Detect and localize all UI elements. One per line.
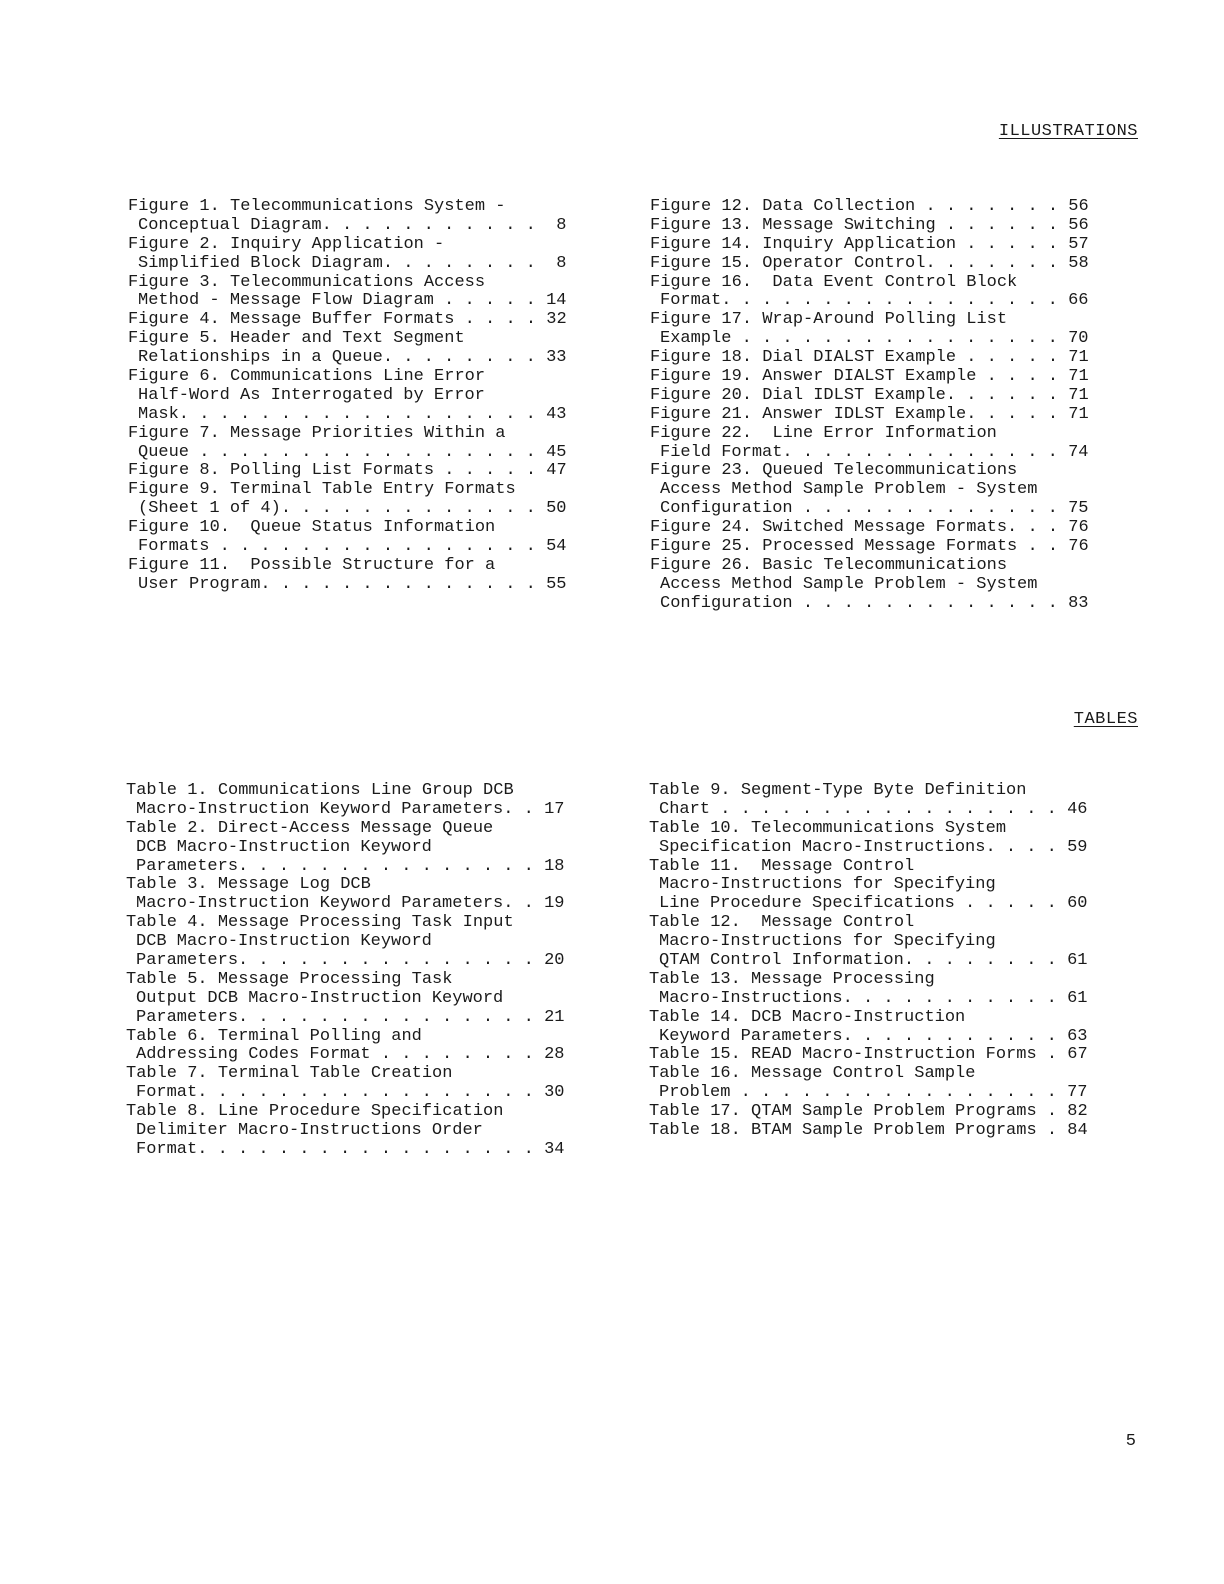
toc-entry-line: Simplified Block Diagram. . . . . . . . 8	[138, 254, 567, 273]
toc-entry	[126, 820, 616, 877]
toc-entry-line: Figure 21. Answer IDLST Example. . . . . 71	[650, 405, 1089, 424]
toc-entry-line: Table 8. Line Procedure Specification	[126, 1103, 504, 1122]
toc-entry-line: Field Format. . . . . . . . . . . . . . 74	[660, 443, 1089, 462]
toc-entry	[128, 198, 618, 236]
toc-entry-line: Relationships in a Queue. . . . . . . . 33	[138, 349, 567, 368]
toc-entry	[649, 1065, 1139, 1103]
toc-entry-line: Figure 20. Dial IDLST Example. . . . . . 71	[650, 386, 1089, 405]
toc-entry	[126, 876, 616, 914]
toc-entry	[128, 425, 618, 463]
toc-entry-line: Figure 4. Message Buffer Formats . . . . 32	[128, 311, 567, 330]
toc-entry	[649, 1103, 1139, 1122]
toc-entry	[126, 782, 616, 820]
toc-entry-line: Figure 26. Basic Telecommunications	[650, 556, 1008, 575]
toc-entry-line: Figure 11. Possible Structure for a	[128, 556, 496, 575]
toc-entry-line: Figure 15. Operator Control. . . . . . . 58	[650, 254, 1089, 273]
toc-entry-line: DCB Macro-Instruction Keyword	[136, 933, 432, 952]
toc-entry-line: Figure 17. Wrap-Around Polling List	[650, 311, 1008, 330]
toc-entry-line: Specification Macro-Instructions. . . . 59	[659, 838, 1088, 857]
toc-entry-line: Table 3. Message Log DCB	[126, 876, 371, 895]
toc-entry-line: Table 15. READ Macro-Instruction Forms . 67	[649, 1046, 1088, 1065]
toc-entry-line: Table 12. Message Control	[649, 914, 915, 933]
toc-entry	[128, 330, 618, 368]
toc-entry-line: Parameters. . . . . . . . . . . . . . . 21	[136, 1008, 565, 1027]
toc-entry-line: Figure 3. Telecommunications Access	[128, 273, 486, 292]
toc-entry-line: Table 14. DCB Macro-Instruction	[649, 1008, 966, 1027]
toc-entry	[650, 538, 1140, 557]
toc-entry	[649, 1009, 1139, 1047]
toc-entry-line: Problem . . . . . . . . . . . . . . . . 77	[659, 1084, 1088, 1103]
tables-heading: TABLES	[1073, 710, 1138, 729]
toc-entry-line: Table 18. BTAM Sample Problem Programs . 84	[649, 1122, 1088, 1141]
toc-entry-line: Access Method Sample Problem - System	[660, 481, 1038, 500]
toc-entry-line: Figure 13. Message Switching . . . . . . 56	[650, 216, 1089, 235]
toc-entry-line: Figure 5. Header and Text Segment	[128, 330, 465, 349]
toc-entry	[649, 820, 1139, 858]
toc-entry	[650, 387, 1140, 406]
toc-entry	[126, 1103, 616, 1160]
toc-entry-line: User Program. . . . . . . . . . . . . . 55	[138, 575, 567, 594]
toc-entry	[649, 914, 1139, 971]
toc-entry-line: Table 5. Message Processing Task	[126, 970, 453, 989]
toc-entry	[650, 255, 1140, 274]
toc-entry-line: Macro-Instruction Keyword Parameters. . 17	[136, 800, 565, 819]
toc-entry-line: Parameters. . . . . . . . . . . . . . . 20	[136, 952, 565, 971]
toc-entry-line: Figure 18. Dial DIALST Example . . . . . 71	[650, 349, 1089, 368]
toc-entry-line: Table 9. Segment-Type Byte Definition	[649, 782, 1027, 800]
toc-entry-line: Macro-Instructions for Specifying	[659, 933, 996, 952]
toc-entry-line: Configuration . . . . . . . . . . . . . 75	[660, 500, 1089, 519]
toc-entry-line: Figure 9. Terminal Table Entry Formats	[128, 481, 516, 500]
toc-entry-line: Figure 14. Inquiry Application . . . . . 57	[650, 235, 1089, 254]
toc-entry-line: Delimiter Macro-Instructions Order	[136, 1122, 483, 1141]
toc-entry-line: Chart . . . . . . . . . . . . . . . . . 46	[659, 800, 1088, 819]
toc-entry	[649, 858, 1139, 915]
toc-entry-line: QTAM Control Information. . . . . . . . 61	[659, 952, 1088, 971]
toc-entry	[650, 349, 1140, 368]
toc-entry-line: Table 11. Message Control	[649, 857, 915, 876]
toc-entry-line: Table 6. Terminal Polling and	[126, 1027, 422, 1046]
illustrations-left-column	[128, 198, 618, 595]
toc-entry	[128, 368, 618, 425]
toc-entry-line: Figure 8. Polling List Formats . . . . . 47	[128, 462, 567, 481]
toc-entry-line: Figure 6. Communications Line Error	[128, 368, 486, 387]
toc-entry-line: Figure 25. Processed Message Formats . . 76	[650, 538, 1089, 557]
toc-entry	[650, 406, 1140, 425]
toc-entry-line: Macro-Instructions for Specifying	[659, 876, 996, 895]
toc-entry-line: DCB Macro-Instruction Keyword	[136, 838, 432, 857]
toc-entry	[650, 462, 1140, 519]
toc-entry	[650, 198, 1140, 217]
toc-entry	[650, 425, 1140, 463]
toc-entry-line: Table 13. Message Processing	[649, 970, 935, 989]
toc-entry	[126, 1028, 616, 1066]
toc-entry	[649, 1122, 1139, 1141]
toc-entry	[650, 557, 1140, 614]
toc-entry	[128, 236, 618, 274]
toc-entry-line: Mask. . . . . . . . . . . . . . . . . . 43	[138, 405, 567, 424]
toc-entry-line: (Sheet 1 of 4). . . . . . . . . . . . . 50	[138, 500, 567, 519]
toc-entry-line: Table 4. Message Processing Task Input	[126, 914, 514, 933]
toc-entry-line: Method - Message Flow Diagram . . . . . 14	[138, 292, 567, 311]
toc-entry	[128, 274, 618, 312]
toc-entry-line: Table 17. QTAM Sample Problem Programs . 82	[649, 1103, 1088, 1122]
toc-entry	[128, 311, 618, 330]
toc-entry	[649, 1046, 1139, 1065]
toc-entry-line: Table 10. Telecommunications System	[649, 819, 1007, 838]
toc-entry-line: Format. . . . . . . . . . . . . . . . . 30	[136, 1084, 565, 1103]
toc-entry-line: Addressing Codes Format . . . . . . . . 28	[136, 1046, 565, 1065]
toc-entry-line: Queue . . . . . . . . . . . . . . . . . 45	[138, 443, 567, 462]
toc-entry	[128, 481, 618, 519]
toc-entry-line: Figure 10. Queue Status Information	[128, 519, 496, 538]
toc-entry	[650, 368, 1140, 387]
page-number: 5	[1125, 1432, 1136, 1451]
toc-entry-line: Table 2. Direct-Access Message Queue	[126, 819, 494, 838]
toc-entry	[128, 557, 618, 595]
toc-entry-line: Macro-Instruction Keyword Parameters. . 19	[136, 895, 565, 914]
illustrations-right-column	[650, 198, 1140, 614]
toc-entry	[649, 782, 1139, 820]
toc-entry	[649, 971, 1139, 1009]
toc-entry-line: Format. . . . . . . . . . . . . . . . . 66	[660, 292, 1089, 311]
toc-entry-line: Figure 2. Inquiry Application -	[128, 235, 445, 254]
illustrations-heading: ILLUSTRATIONS	[998, 122, 1138, 141]
toc-entry-line: Conceptual Diagram. . . . . . . . . . . 8	[138, 216, 567, 235]
toc-entry-line: Output DCB Macro-Instruction Keyword	[136, 989, 504, 1008]
toc-entry	[126, 1065, 616, 1103]
tables-left-column	[126, 782, 616, 1160]
toc-entry-line: Figure 16. Data Event Control Block	[650, 273, 1018, 292]
toc-entry-line: Half-Word As Interrogated by Error	[138, 386, 485, 405]
toc-entry-line: Figure 24. Switched Message Formats. . . 76	[650, 519, 1089, 538]
toc-entry-line: Table 7. Terminal Table Creation	[126, 1065, 453, 1084]
toc-entry-line: Table 16. Message Control Sample	[649, 1065, 976, 1084]
tables-right-column	[649, 782, 1139, 1141]
toc-entry-line: Example . . . . . . . . . . . . . . . . 70	[660, 330, 1089, 349]
toc-entry-line: Figure 23. Queued Telecommunications	[650, 462, 1018, 481]
toc-entry-line: Table 1. Communications Line Group DCB	[126, 782, 514, 800]
toc-entry	[650, 311, 1140, 349]
toc-entry	[650, 217, 1140, 236]
toc-entry-line: Formats . . . . . . . . . . . . . . . . 54	[138, 538, 567, 557]
toc-entry	[650, 274, 1140, 312]
toc-entry-line: Format. . . . . . . . . . . . . . . . . 34	[136, 1140, 565, 1159]
toc-entry-line: Figure 7. Message Priorities Within a	[128, 424, 506, 443]
toc-entry-line: Configuration . . . . . . . . . . . . . 83	[660, 594, 1089, 613]
toc-entry-line: Figure 1. Telecommunications System -	[128, 198, 506, 216]
toc-entry-line: Figure 22. Line Error Information	[650, 424, 997, 443]
toc-entry	[126, 971, 616, 1028]
toc-entry	[126, 914, 616, 971]
toc-entry-line: Parameters. . . . . . . . . . . . . . . 18	[136, 857, 565, 876]
toc-entry	[650, 519, 1140, 538]
toc-entry-line: Line Procedure Specifications . . . . . 60	[659, 895, 1088, 914]
toc-entry	[128, 519, 618, 557]
toc-entry-line: Figure 12. Data Collection . . . . . . . 56	[650, 198, 1089, 216]
toc-entry	[128, 462, 618, 481]
toc-entry-line: Access Method Sample Problem - System	[660, 575, 1038, 594]
toc-entry-line: Macro-Instructions. . . . . . . . . . . 61	[659, 989, 1088, 1008]
toc-entry	[650, 236, 1140, 255]
toc-entry-line: Figure 19. Answer DIALST Example . . . . 71	[650, 368, 1089, 387]
toc-entry-line: Keyword Parameters. . . . . . . . . . . 63	[659, 1027, 1088, 1046]
